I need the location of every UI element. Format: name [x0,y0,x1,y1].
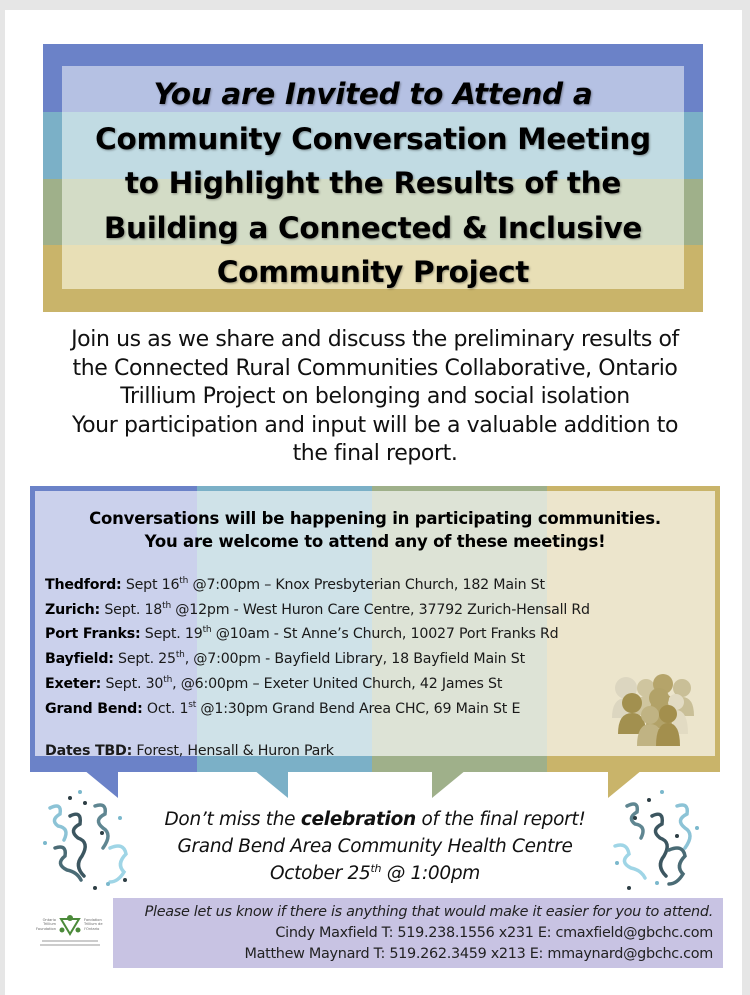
celebration-venue: Grand Bend Area Community Health Centre [177,836,573,857]
contact-person-2: Matthew Maynard T: 519.262.3459 x213 E: mmaynard@gbchc.com [244,946,713,962]
title-line-1: You are Invited to Attend a [153,77,593,111]
event-item [45,573,645,598]
intro-line: the final report. [292,441,458,467]
title-line-5: Community Project [216,255,530,289]
title-line-3: to Highlight the Results of the [124,166,622,200]
event-date: Sept 16 [121,577,180,593]
event-date: Sept. 25 [113,651,176,668]
title-banner [43,44,703,312]
intro-line: Join us as we share and discuss the preliminary results of [71,327,679,352]
title-line-4: Building a Connected & Inclusive [103,210,643,245]
event-details: @1:30pm Grand Bend Area CHC, 69 Main St E [196,700,521,717]
event-town: Port Franks: [45,626,141,643]
events-heading-line: Conversations will be happening in participating communities. [89,509,661,528]
events-list [45,573,645,721]
celebration-pre: Don’t miss the [164,809,301,830]
events-heading-line: You are welcome to attend any of these meetings! [144,532,606,551]
celebration-bold: celebration [300,809,416,830]
event-details: @12pm - West Huron Care Centre, 37792 Zurich-Hensall Rd [170,601,590,618]
logo-fineprint [40,944,100,946]
event-town: Thedford: [45,577,122,593]
event-details: , @6:00pm – Exeter United Church, 42 James St [172,675,503,692]
event-item [45,697,645,722]
logo-fineprint [42,940,98,942]
celebration-line [140,806,610,833]
event-item [45,622,645,647]
event-date-suffix: th [179,576,189,586]
intro-line: the Connected Rural Communities Collaborative, Ontario [72,355,678,381]
people-group-icon [606,670,696,746]
event-item [45,672,645,697]
celebration-post: of the final report! [415,809,586,830]
event-details: , @7:00pm - Bayfield Library, 18 Bayfield Main St [184,651,525,668]
intro-line: Your participation and input will be a valuable addition to [71,412,679,438]
page-title [43,72,703,295]
event-date: Sept. 18 [100,601,163,618]
tbd-label: Dates TBD: [45,743,133,759]
intro-line: Trillium Project on belonging and social isolation [120,384,630,410]
events-heading [35,507,715,553]
event-item [45,647,645,672]
celebration-date [140,860,610,887]
celebration-notice [140,806,610,887]
tbd-value: Forest, Hensall & Huron Park [132,743,334,759]
event-date: Oct. 1 [142,700,189,717]
event-date-suffix: th [175,650,185,661]
event-details: @7:00pm – Knox Presbyterian Church, 182 Main St [188,577,545,593]
title-line-2: Community Conversation Meeting [95,121,651,156]
confetti-icon [40,788,140,893]
date-time: @ 1:00pm [381,863,481,884]
accessibility-request: Please let us know if there is anything that would make it easier for you to attend. [144,904,713,920]
logo-right-text: Fondation Trillium de l'Ontario [84,918,103,931]
event-town: Zurich: [45,601,101,618]
dates-tbd [45,743,334,759]
intro-paragraph [25,326,725,469]
event-date-suffix: th [163,674,173,685]
event-date: Sept. 19 [140,626,203,643]
date-suffix: th [370,862,382,875]
event-town: Bayfield: [45,651,114,668]
confetti-icon [607,788,707,893]
event-date-suffix: th [202,625,212,636]
logo-left-text: Ontario Trillium Foundation [35,918,56,931]
event-date-suffix: st [188,699,197,710]
trillium-logo [30,910,110,960]
event-item [45,598,645,623]
event-date: Sept. 30 [101,675,164,692]
event-town: Grand Bend: [45,700,143,717]
event-details: @10am - St Anne’s Church, 10027 Port Franks Rd [211,626,559,643]
contact-box [113,898,723,968]
contact-person-1: Cindy Maxfield T: 519.238.1556 x231 E: cmaxfield@gbchc.com [275,925,713,941]
trillium-logo-icon [59,914,81,936]
date-text: October 25 [269,863,371,884]
event-date-suffix: th [162,600,171,611]
event-town: Exeter: [45,675,102,692]
